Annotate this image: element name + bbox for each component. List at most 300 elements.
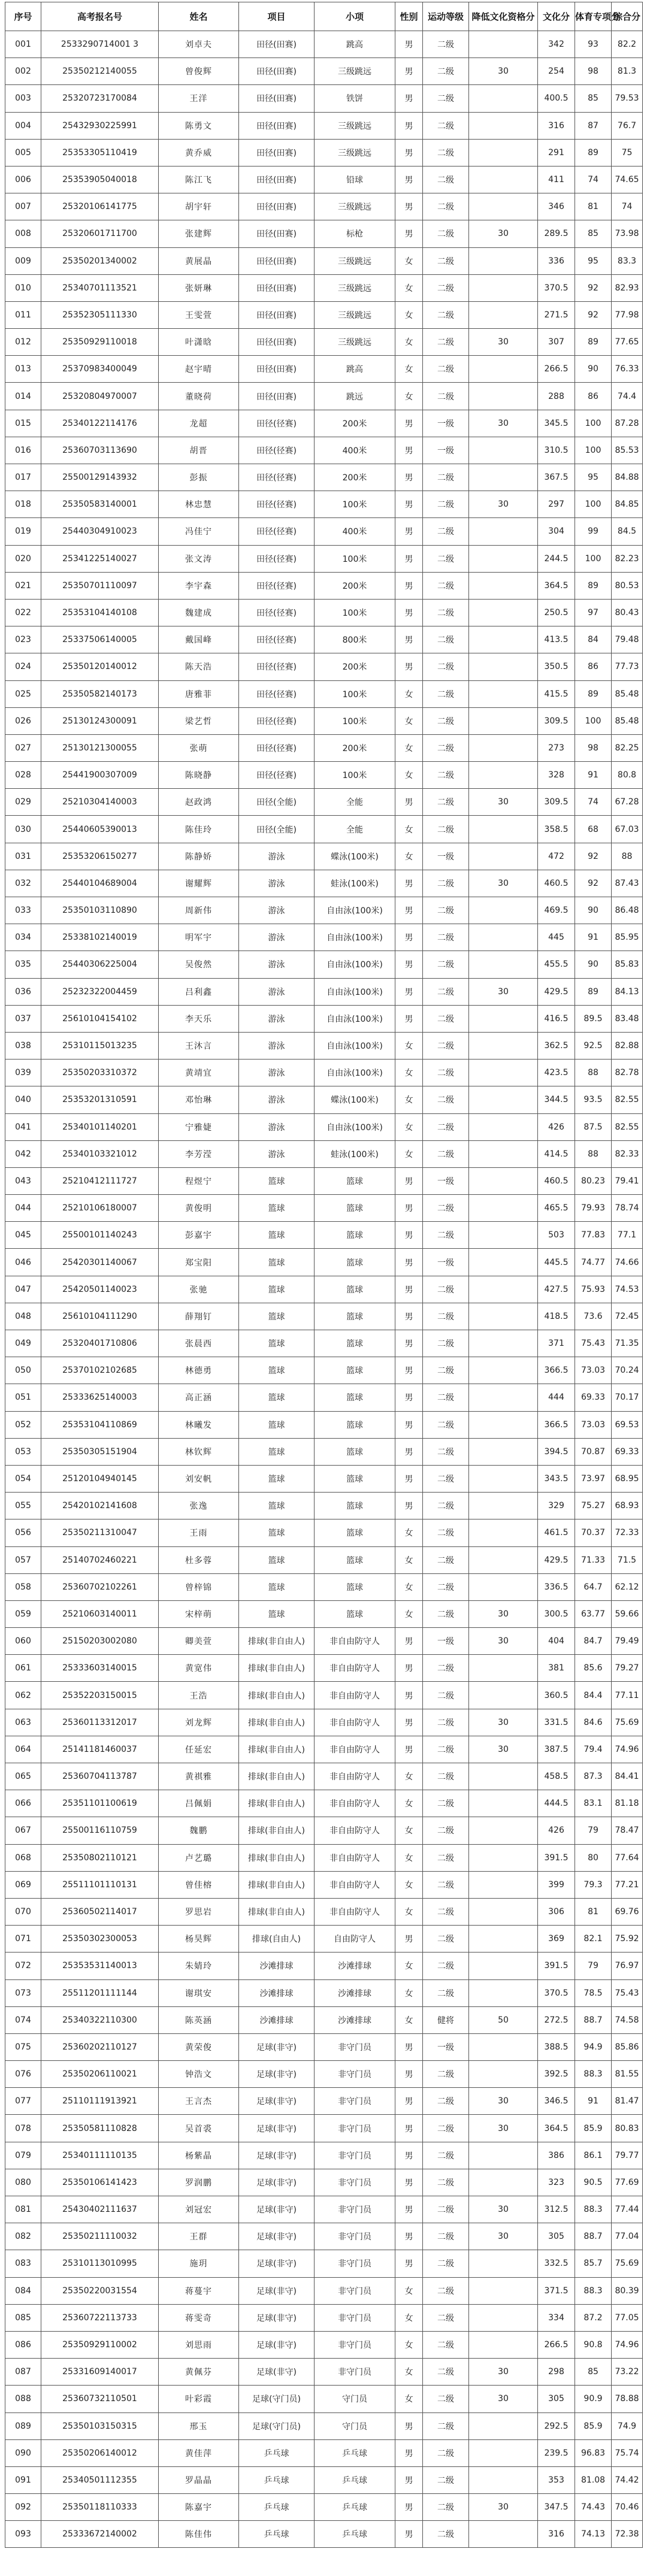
col-sub-event: 小项 bbox=[315, 2, 395, 31]
cell-culture-score: 272.5 bbox=[538, 2006, 575, 2033]
cell-sub-event: 标枪 bbox=[315, 220, 395, 247]
cell-total-score: 77.44 bbox=[612, 2196, 643, 2223]
cell-sub-event: 铅球 bbox=[315, 166, 395, 193]
cell-seq: 046 bbox=[5, 1249, 41, 1276]
table-row bbox=[5, 1546, 643, 1573]
cell-name: 龙超 bbox=[159, 410, 239, 437]
cell-sub-event: 三级跳远 bbox=[315, 247, 395, 274]
table-row bbox=[5, 1871, 643, 1898]
cell-culture-score: 426 bbox=[538, 1817, 575, 1844]
cell-sport-score: 95 bbox=[575, 464, 612, 491]
cell-culture-score: 254 bbox=[538, 58, 575, 85]
cell-seq: 023 bbox=[5, 626, 41, 653]
cell-level: 二级 bbox=[423, 1113, 469, 1140]
cell-name: 林曦发 bbox=[159, 1411, 239, 1438]
cell-culture-score: 394.5 bbox=[538, 1438, 575, 1465]
cell-name: 张文涛 bbox=[159, 545, 239, 572]
cell-sport-score: 79 bbox=[575, 1817, 612, 1844]
cell-event: 游泳 bbox=[239, 1113, 315, 1140]
cell-level: 二级 bbox=[423, 1086, 469, 1113]
cell-event: 田径(径赛) bbox=[239, 653, 315, 680]
cell-gender: 女 bbox=[395, 1600, 423, 1627]
cell-gender: 女 bbox=[395, 2359, 423, 2386]
cell-gender: 男 bbox=[395, 2412, 423, 2439]
cell-sub-event: 非守门员 bbox=[315, 2331, 395, 2358]
cell-level: 二级 bbox=[423, 220, 469, 247]
cell-event: 篮球 bbox=[239, 1167, 315, 1194]
table-row bbox=[5, 1519, 643, 1546]
cell-sub-event: 非自由防守人 bbox=[315, 1709, 395, 1736]
cell-sub-event: 800米 bbox=[315, 626, 395, 653]
cell-exam-id: 25340101140201 bbox=[41, 1113, 159, 1140]
cell-level: 一级 bbox=[423, 1628, 469, 1655]
cell-name: 邢玉 bbox=[159, 2412, 239, 2439]
cell-culture-score: 427.5 bbox=[538, 1276, 575, 1303]
cell-culture-score: 388.5 bbox=[538, 2033, 575, 2060]
cell-seq: 091 bbox=[5, 2466, 41, 2493]
cell-sport-score: 80 bbox=[575, 1844, 612, 1871]
cell-sub-event: 100米 bbox=[315, 491, 395, 518]
cell-sub-event: 非自由防守人 bbox=[315, 1898, 395, 1925]
cell-level: 二级 bbox=[423, 1060, 469, 1086]
cell-name: 黄靖宜 bbox=[159, 1060, 239, 1086]
cell-name: 蒋蔓宇 bbox=[159, 2277, 239, 2304]
cell-seq: 054 bbox=[5, 1465, 41, 1492]
cell-sport-score: 84.7 bbox=[575, 1628, 612, 1655]
cell-sub-event: 自由泳(100米) bbox=[315, 897, 395, 924]
cell-exam-id: 25350929110018 bbox=[41, 329, 159, 356]
cell-gender: 女 bbox=[395, 2331, 423, 2358]
cell-exam-id: 25130124300091 bbox=[41, 707, 159, 734]
cell-total-score: 74.66 bbox=[612, 1249, 643, 1276]
cell-bonus bbox=[469, 1519, 538, 1546]
cell-seq: 006 bbox=[5, 166, 41, 193]
cell-gender: 女 bbox=[395, 762, 423, 789]
cell-name: 邓怡琳 bbox=[159, 1086, 239, 1113]
cell-exam-id: 25440304910023 bbox=[41, 518, 159, 545]
cell-level: 二级 bbox=[423, 2088, 469, 2115]
cell-sub-event: 守门员 bbox=[315, 2386, 395, 2412]
cell-event: 足球(守门员) bbox=[239, 2386, 315, 2412]
cell-seq: 021 bbox=[5, 572, 41, 599]
cell-culture-score: 472 bbox=[538, 843, 575, 870]
cell-sub-event: 篮球 bbox=[315, 1249, 395, 1276]
cell-gender: 男 bbox=[395, 31, 423, 58]
cell-sub-event: 篮球 bbox=[315, 1493, 395, 1519]
table-row bbox=[5, 31, 643, 58]
cell-culture-score: 250.5 bbox=[538, 599, 575, 626]
cell-bonus bbox=[469, 2250, 538, 2277]
cell-sport-score: 73.03 bbox=[575, 1411, 612, 1438]
table-row bbox=[5, 410, 643, 437]
cell-culture-score: 316 bbox=[538, 2521, 575, 2548]
table-row bbox=[5, 762, 643, 789]
cell-exam-id: 25352305111330 bbox=[41, 301, 159, 328]
table-row bbox=[5, 112, 643, 139]
cell-seq: 012 bbox=[5, 329, 41, 356]
cell-total-score: 74.58 bbox=[612, 2006, 643, 2033]
cell-sub-event: 100米 bbox=[315, 680, 395, 707]
cell-bonus bbox=[469, 1465, 538, 1492]
cell-exam-id: 25340501112355 bbox=[41, 2466, 159, 2493]
table-row bbox=[5, 1817, 643, 1844]
cell-total-score: 84.41 bbox=[612, 1763, 643, 1790]
cell-sub-event: 篮球 bbox=[315, 1546, 395, 1573]
table-row bbox=[5, 653, 643, 680]
cell-sub-event: 篮球 bbox=[315, 1303, 395, 1330]
cell-event: 田径(径赛) bbox=[239, 599, 315, 626]
cell-gender: 男 bbox=[395, 2115, 423, 2142]
cell-culture-score: 364.5 bbox=[538, 2115, 575, 2142]
cell-event: 排球(非自由人) bbox=[239, 1844, 315, 1871]
cell-name: 蒋雯奇 bbox=[159, 2304, 239, 2331]
cell-total-score: 62.12 bbox=[612, 1573, 643, 1600]
cell-sport-score: 88 bbox=[575, 1060, 612, 1086]
cell-sport-score: 90.8 bbox=[575, 2331, 612, 2358]
cell-sport-score: 87.2 bbox=[575, 2304, 612, 2331]
table-row bbox=[5, 2466, 643, 2493]
cell-total-score: 82.55 bbox=[612, 1113, 643, 1140]
cell-seq: 086 bbox=[5, 2331, 41, 2358]
cell-bonus bbox=[469, 1060, 538, 1086]
cell-culture-score: 429.5 bbox=[538, 978, 575, 1005]
cell-sub-event: 非守门员 bbox=[315, 2277, 395, 2304]
col-total-score: 综合分 bbox=[612, 2, 643, 31]
cell-seq: 033 bbox=[5, 897, 41, 924]
cell-total-score: 76.33 bbox=[612, 356, 643, 383]
cell-sport-score: 74 bbox=[575, 789, 612, 816]
cell-culture-score: 381 bbox=[538, 1655, 575, 1682]
cell-name: 吕佩娟 bbox=[159, 1790, 239, 1817]
cell-sport-score: 73.6 bbox=[575, 1303, 612, 1330]
cell-total-score: 73.22 bbox=[612, 2359, 643, 2386]
cell-level: 二级 bbox=[423, 301, 469, 328]
cell-sport-score: 74 bbox=[575, 166, 612, 193]
cell-sub-event: 篮球 bbox=[315, 1600, 395, 1627]
cell-exam-id: 25130121300055 bbox=[41, 734, 159, 761]
cell-total-score: 80.8 bbox=[612, 762, 643, 789]
cell-bonus bbox=[469, 1249, 538, 1276]
cell-bonus bbox=[469, 2521, 538, 2548]
table-row bbox=[5, 2061, 643, 2088]
cell-event: 田径(田赛) bbox=[239, 31, 315, 58]
cell-level: 二级 bbox=[423, 1465, 469, 1492]
cell-sub-event: 篮球 bbox=[315, 1167, 395, 1194]
cell-bonus bbox=[469, 1276, 538, 1303]
cell-level: 二级 bbox=[423, 1493, 469, 1519]
cell-sport-score: 88 bbox=[575, 1140, 612, 1167]
cell-culture-score: 458.5 bbox=[538, 1763, 575, 1790]
cell-total-score: 75 bbox=[612, 139, 643, 166]
cell-gender: 女 bbox=[395, 734, 423, 761]
table-row bbox=[5, 1709, 643, 1736]
cell-seq: 045 bbox=[5, 1222, 41, 1249]
table-row bbox=[5, 1682, 643, 1709]
cell-event: 田径(径赛) bbox=[239, 518, 315, 545]
cell-name: 程煜宁 bbox=[159, 1167, 239, 1194]
cell-gender: 男 bbox=[395, 2223, 423, 2250]
cell-sport-score: 87 bbox=[575, 112, 612, 139]
cell-sub-event: 非守门员 bbox=[315, 2115, 395, 2142]
cell-gender: 男 bbox=[395, 2033, 423, 2060]
cell-bonus bbox=[469, 762, 538, 789]
table-row bbox=[5, 1060, 643, 1086]
cell-level: 二级 bbox=[423, 1600, 469, 1627]
cell-sub-event: 沙滩排球 bbox=[315, 2006, 395, 2033]
cell-exam-id: 25320601711700 bbox=[41, 220, 159, 247]
cell-sub-event: 非自由防守人 bbox=[315, 1790, 395, 1817]
cell-seq: 068 bbox=[5, 1844, 41, 1871]
table-row bbox=[5, 707, 643, 734]
cell-sport-score: 88.3 bbox=[575, 2061, 612, 2088]
cell-exam-id: 25432930225991 bbox=[41, 112, 159, 139]
cell-culture-score: 387.5 bbox=[538, 1736, 575, 1763]
cell-name: 谢耀辉 bbox=[159, 870, 239, 897]
cell-sport-score: 75.27 bbox=[575, 1493, 612, 1519]
cell-gender: 男 bbox=[395, 1303, 423, 1330]
cell-bonus bbox=[469, 112, 538, 139]
table-row bbox=[5, 626, 643, 653]
cell-exam-id: 25331609140017 bbox=[41, 2359, 159, 2386]
cell-total-score: 86.48 bbox=[612, 897, 643, 924]
cell-gender: 男 bbox=[395, 2142, 423, 2169]
cell-exam-id: 25350583140001 bbox=[41, 491, 159, 518]
cell-exam-id: 25232322004459 bbox=[41, 978, 159, 1005]
table-row bbox=[5, 1411, 643, 1438]
cell-culture-score: 346 bbox=[538, 193, 575, 220]
cell-culture-score: 362.5 bbox=[538, 1032, 575, 1059]
cell-total-score: 77.04 bbox=[612, 2223, 643, 2250]
cell-bonus bbox=[469, 464, 538, 491]
cell-sub-event: 非守门员 bbox=[315, 2359, 395, 2386]
table-row bbox=[5, 1736, 643, 1763]
cell-culture-score: 392.5 bbox=[538, 2061, 575, 2088]
cell-total-score: 68.93 bbox=[612, 1493, 643, 1519]
table-row bbox=[5, 1005, 643, 1032]
cell-exam-id: 25360722113733 bbox=[41, 2304, 159, 2331]
cell-exam-id: 25420501140023 bbox=[41, 1276, 159, 1303]
cell-seq: 003 bbox=[5, 85, 41, 112]
table-row bbox=[5, 843, 643, 870]
cell-sub-event: 三级跳远 bbox=[315, 193, 395, 220]
table-row bbox=[5, 1113, 643, 1140]
cell-culture-score: 370.5 bbox=[538, 1979, 575, 2006]
cell-name: 刘安帆 bbox=[159, 1465, 239, 1492]
cell-name: 张妍琳 bbox=[159, 274, 239, 301]
cell-seq: 058 bbox=[5, 1573, 41, 1600]
cell-event: 田径(田赛) bbox=[239, 356, 315, 383]
cell-gender: 男 bbox=[395, 2250, 423, 2277]
cell-exam-id: 25351101100619 bbox=[41, 1790, 159, 1817]
cell-seq: 041 bbox=[5, 1113, 41, 1140]
cell-name: 张建辉 bbox=[159, 220, 239, 247]
cell-total-score: 82.88 bbox=[612, 1032, 643, 1059]
cell-bonus bbox=[469, 2466, 538, 2493]
cell-gender: 男 bbox=[395, 2169, 423, 2196]
cell-total-score: 71.35 bbox=[612, 1330, 643, 1357]
cell-sport-score: 63.77 bbox=[575, 1600, 612, 1627]
cell-gender: 男 bbox=[395, 464, 423, 491]
cell-level: 二级 bbox=[423, 491, 469, 518]
cell-event: 足球(非守) bbox=[239, 2061, 315, 2088]
cell-culture-score: 370.5 bbox=[538, 274, 575, 301]
cell-gender: 女 bbox=[395, 1790, 423, 1817]
cell-culture-score: 273 bbox=[538, 734, 575, 761]
cell-culture-score: 316 bbox=[538, 112, 575, 139]
cell-bonus bbox=[469, 545, 538, 572]
cell-name: 刘卓夫 bbox=[159, 31, 239, 58]
col-level: 运动等级 bbox=[423, 2, 469, 31]
cell-sport-score: 92.5 bbox=[575, 1032, 612, 1059]
cell-seq: 043 bbox=[5, 1167, 41, 1194]
cell-event: 田径(田赛) bbox=[239, 58, 315, 85]
cell-gender: 女 bbox=[395, 383, 423, 410]
cell-sub-event: 篮球 bbox=[315, 1222, 395, 1249]
cell-name: 王沐言 bbox=[159, 1032, 239, 1059]
cell-sport-score: 90 bbox=[575, 897, 612, 924]
cell-culture-score: 312.5 bbox=[538, 2196, 575, 2223]
cell-name: 林钦辉 bbox=[159, 1438, 239, 1465]
cell-sport-score: 82.1 bbox=[575, 1926, 612, 1953]
table-row bbox=[5, 1140, 643, 1167]
cell-level: 二级 bbox=[423, 2521, 469, 2548]
cell-seq: 042 bbox=[5, 1140, 41, 1167]
col-event: 项目 bbox=[239, 2, 315, 31]
cell-culture-score: 469.5 bbox=[538, 897, 575, 924]
cell-exam-id: 25340122114176 bbox=[41, 410, 159, 437]
cell-gender: 男 bbox=[395, 2494, 423, 2521]
cell-gender: 男 bbox=[395, 1709, 423, 1736]
cell-culture-score: 429.5 bbox=[538, 1546, 575, 1573]
cell-event: 排球(非自由人) bbox=[239, 1790, 315, 1817]
cell-total-score: 77.69 bbox=[612, 2169, 643, 2196]
cell-name: 黄宽伟 bbox=[159, 1655, 239, 1682]
cell-name: 陈天浩 bbox=[159, 653, 239, 680]
cell-bonus: 30 bbox=[469, 58, 538, 85]
cell-event: 篮球 bbox=[239, 1411, 315, 1438]
cell-bonus bbox=[469, 1384, 538, 1411]
cell-sport-score: 85.7 bbox=[575, 2250, 612, 2277]
cell-sport-score: 70.37 bbox=[575, 1519, 612, 1546]
cell-total-score: 70.24 bbox=[612, 1357, 643, 1384]
col-name: 姓名 bbox=[159, 2, 239, 31]
cell-total-score: 87.43 bbox=[612, 870, 643, 897]
cell-gender: 男 bbox=[395, 193, 423, 220]
cell-level: 二级 bbox=[423, 1763, 469, 1790]
cell-exam-id: 2533290714001 3 bbox=[41, 31, 159, 58]
cell-level: 二级 bbox=[423, 1736, 469, 1763]
cell-total-score: 84.13 bbox=[612, 978, 643, 1005]
cell-seq: 055 bbox=[5, 1493, 41, 1519]
cell-seq: 010 bbox=[5, 274, 41, 301]
cell-sport-score: 74.43 bbox=[575, 2494, 612, 2521]
cell-gender: 男 bbox=[395, 1926, 423, 1953]
cell-gender: 女 bbox=[395, 2304, 423, 2331]
cell-seq: 051 bbox=[5, 1384, 41, 1411]
cell-bonus bbox=[469, 1898, 538, 1925]
cell-exam-id: 25350212140055 bbox=[41, 58, 159, 85]
cell-sport-score: 88.7 bbox=[575, 2006, 612, 2033]
cell-seq: 034 bbox=[5, 924, 41, 951]
cell-level: 二级 bbox=[423, 1140, 469, 1167]
table-row bbox=[5, 329, 643, 356]
table-row bbox=[5, 2521, 643, 2548]
table-row bbox=[5, 2006, 643, 2033]
cell-seq: 081 bbox=[5, 2196, 41, 2223]
cell-exam-id: 25140702460221 bbox=[41, 1546, 159, 1573]
cell-event: 排球(非自由人) bbox=[239, 1817, 315, 1844]
cell-exam-id: 25350220031554 bbox=[41, 2277, 159, 2304]
table-row bbox=[5, 2439, 643, 2466]
cell-total-score: 82.23 bbox=[612, 545, 643, 572]
cell-name: 魏鹏 bbox=[159, 1817, 239, 1844]
cell-sub-event: 非自由防守人 bbox=[315, 1682, 395, 1709]
cell-culture-score: 423.5 bbox=[538, 1060, 575, 1086]
cell-name: 陈江飞 bbox=[159, 166, 239, 193]
cell-sub-event: 篮球 bbox=[315, 1195, 395, 1222]
cell-level: 二级 bbox=[423, 2494, 469, 2521]
cell-level: 二级 bbox=[423, 247, 469, 274]
table-row bbox=[5, 572, 643, 599]
cell-event: 篮球 bbox=[239, 1276, 315, 1303]
cell-sport-score: 88.7 bbox=[575, 2223, 612, 2250]
cell-name: 刘思雨 bbox=[159, 2331, 239, 2358]
cell-exam-id: 25353206150277 bbox=[41, 843, 159, 870]
table-row bbox=[5, 1330, 643, 1357]
cell-sub-event: 三级跳远 bbox=[315, 139, 395, 166]
cell-seq: 017 bbox=[5, 464, 41, 491]
cell-culture-score: 297 bbox=[538, 491, 575, 518]
cell-level: 二级 bbox=[423, 2359, 469, 2386]
table-row bbox=[5, 680, 643, 707]
cell-gender: 女 bbox=[395, 1573, 423, 1600]
cell-sub-event: 100米 bbox=[315, 707, 395, 734]
cell-bonus bbox=[469, 1113, 538, 1140]
cell-sub-event: 乒乓球 bbox=[315, 2466, 395, 2493]
cell-level: 二级 bbox=[423, 139, 469, 166]
cell-sport-score: 91 bbox=[575, 2088, 612, 2115]
cell-bonus: 30 bbox=[469, 2196, 538, 2223]
cell-sport-score: 73.97 bbox=[575, 1465, 612, 1492]
cell-level: 二级 bbox=[423, 816, 469, 843]
table-row bbox=[5, 2359, 643, 2386]
cell-bonus: 30 bbox=[469, 329, 538, 356]
cell-event: 沙滩排球 bbox=[239, 2006, 315, 2033]
table-row bbox=[5, 924, 643, 951]
cell-name: 李天乐 bbox=[159, 1005, 239, 1032]
cell-event: 乒乓球 bbox=[239, 2439, 315, 2466]
cell-level: 二级 bbox=[423, 1844, 469, 1871]
cell-culture-score: 400.5 bbox=[538, 85, 575, 112]
cell-bonus: 30 bbox=[469, 491, 538, 518]
cell-exam-id: 25440104689004 bbox=[41, 870, 159, 897]
cell-bonus bbox=[469, 2331, 538, 2358]
col-gender: 性别 bbox=[395, 2, 423, 31]
cell-level: 二级 bbox=[423, 356, 469, 383]
cell-culture-score: 344.5 bbox=[538, 1086, 575, 1113]
cell-sport-score: 85.9 bbox=[575, 2115, 612, 2142]
cell-total-score: 82.78 bbox=[612, 1060, 643, 1086]
cell-total-score: 76.7 bbox=[612, 112, 643, 139]
cell-event: 足球(非守) bbox=[239, 2088, 315, 2115]
cell-culture-score: 331.5 bbox=[538, 1709, 575, 1736]
cell-seq: 066 bbox=[5, 1790, 41, 1817]
cell-total-score: 84.88 bbox=[612, 464, 643, 491]
cell-level: 二级 bbox=[423, 2466, 469, 2493]
cell-sub-event: 铁饼 bbox=[315, 85, 395, 112]
cell-exam-id: 25350120140012 bbox=[41, 653, 159, 680]
table-row bbox=[5, 2331, 643, 2358]
